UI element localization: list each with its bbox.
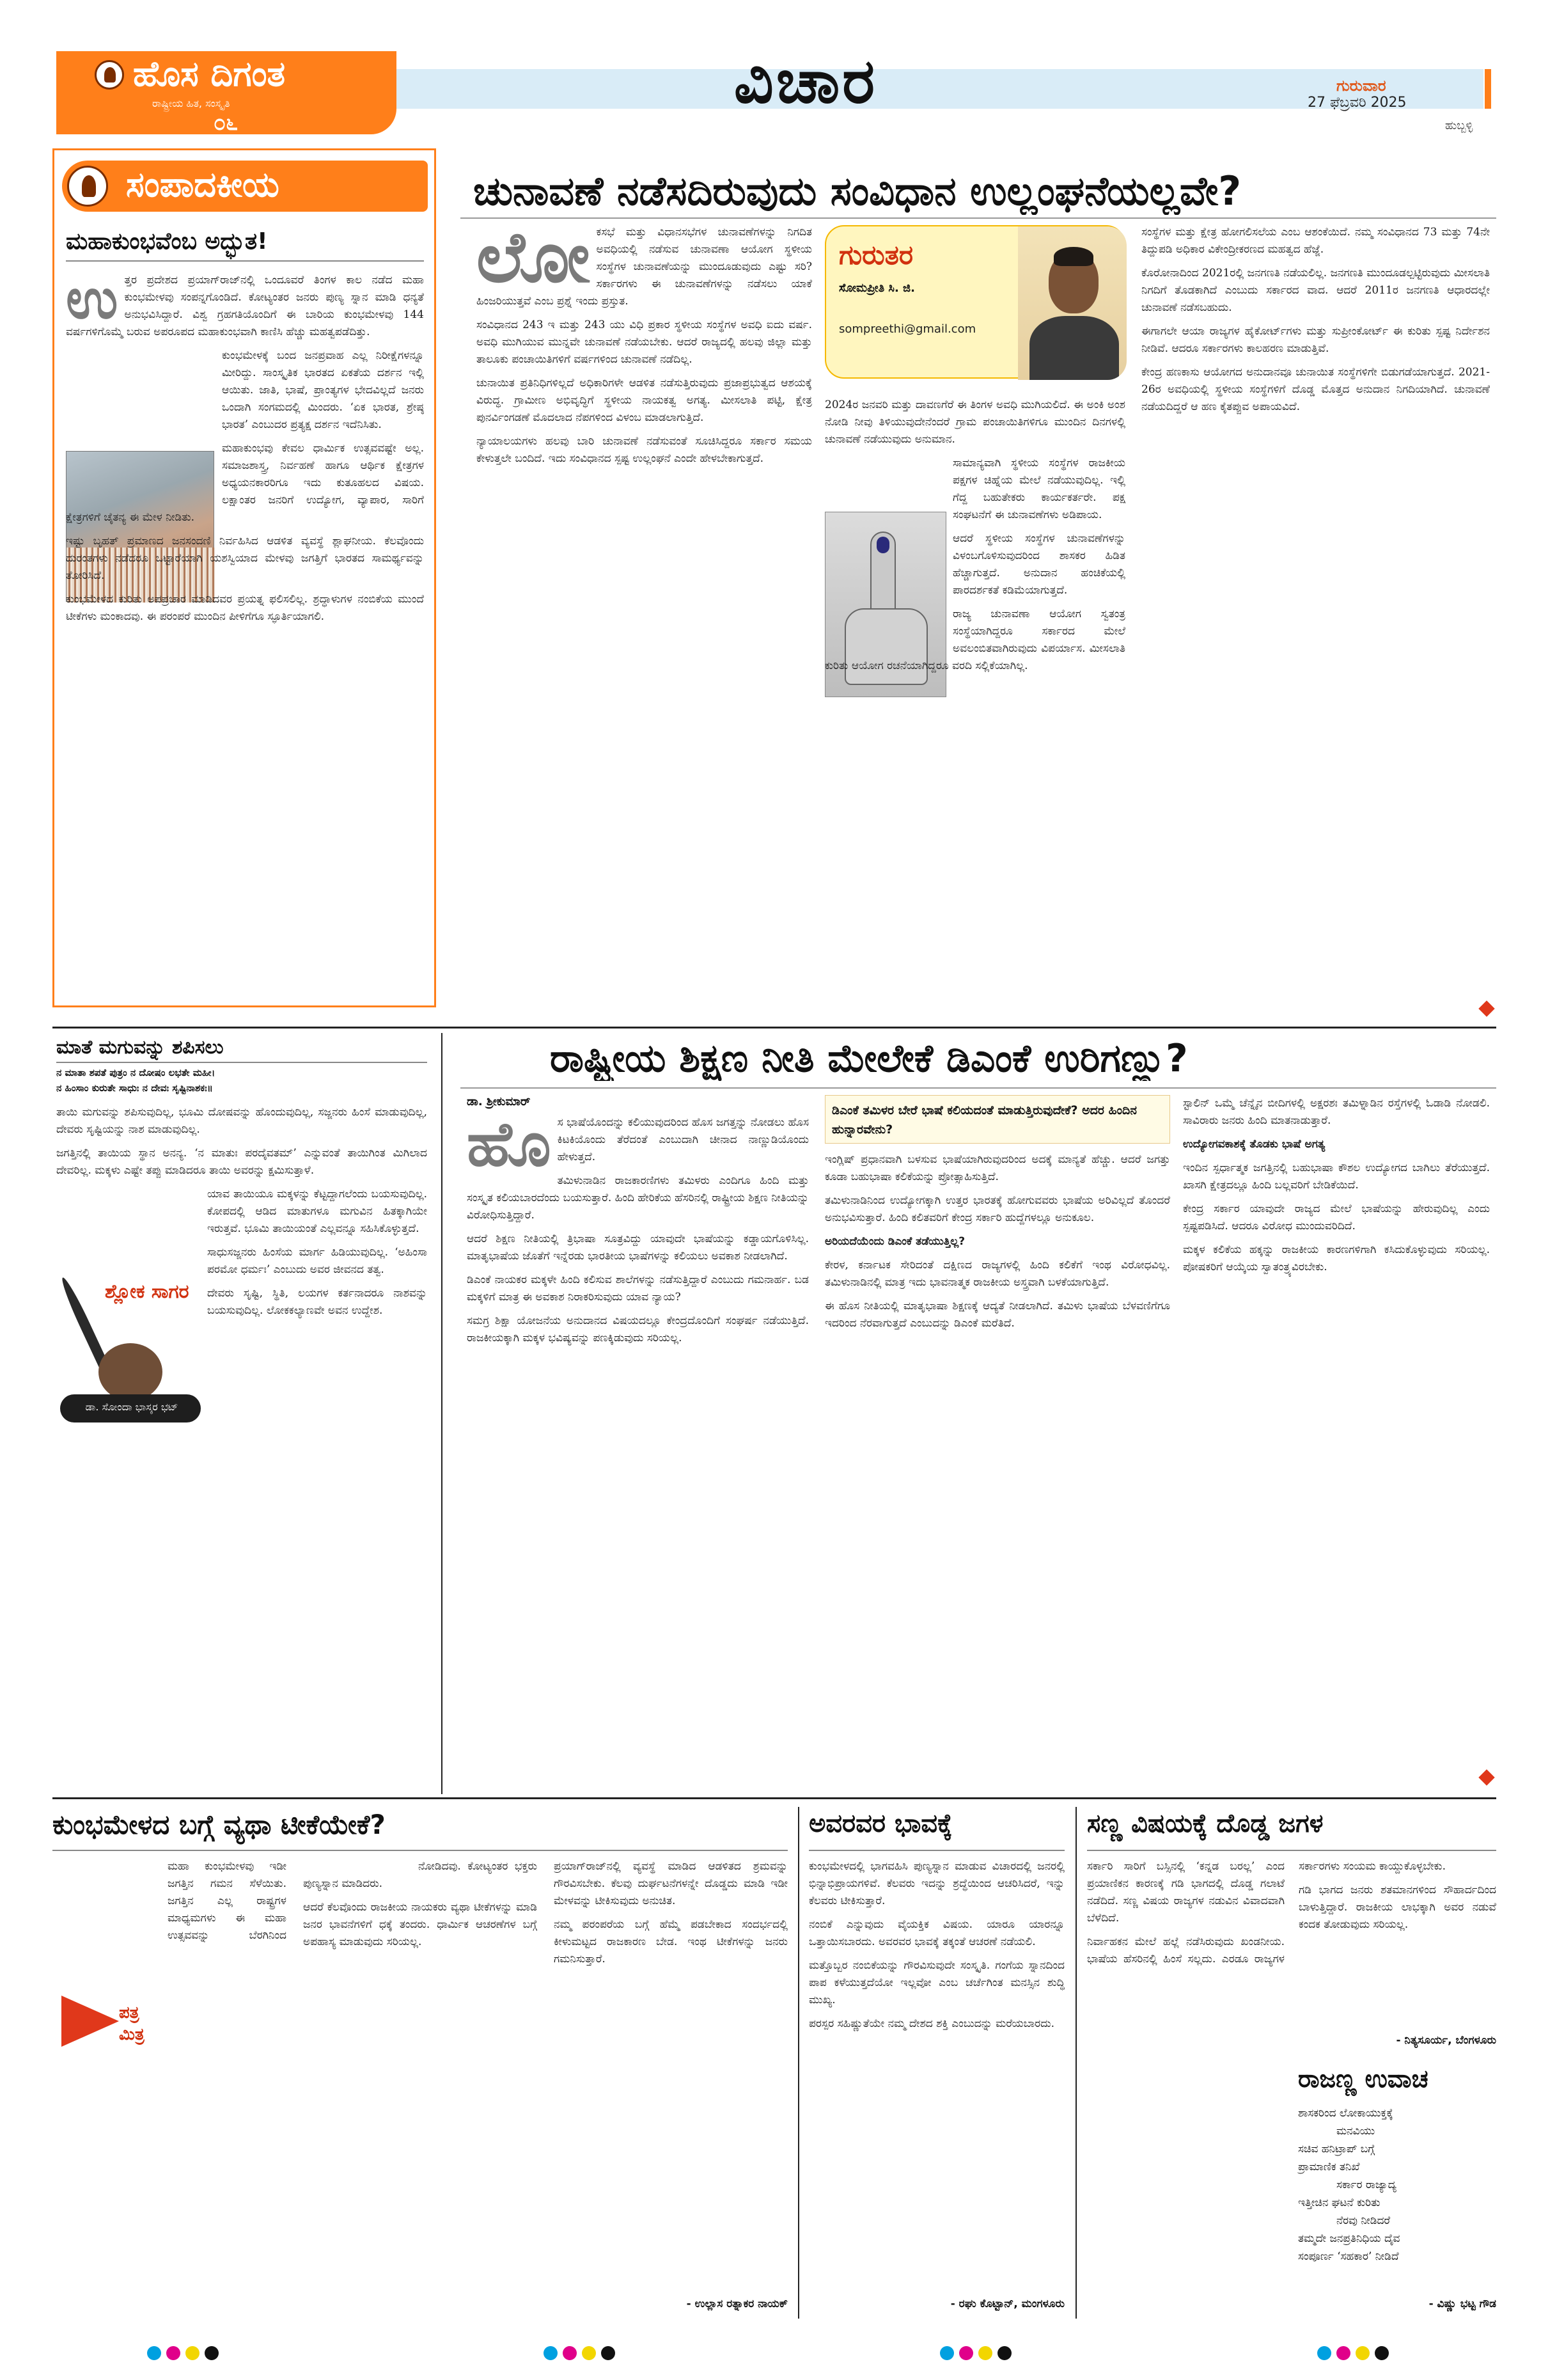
quote-line: ನ ಮಾತಾ ಶಪತೆ ಪುತ್ರಂ ನ ದೋಷಂ ಲಭತೇ ಮಹೀ।	[56, 1067, 215, 1078]
nep-headline: ರಾಷ್ಟ್ರೀಯ ಶಿಕ್ಷಣ ನೀತಿ ಮೇಲೇಕೆ ಡಿಎಂಕೆ ಉರಿಗಣ್ಣು?	[550, 1036, 1188, 1081]
raajanna-title: ರಾಜಣ್ಣ ಉವಾಚ	[1298, 2065, 1428, 2093]
logo-tagline: ರಾಷ್ಟ್ರೀಯ ಹಿತ, ಸಂಸ್ಕೃತಿ	[152, 97, 230, 109]
nep-para: ಸ ಭಾಷೆಯೊಂದನ್ನು ಕಲಿಯುವುದರಿಂದ ಹೊಸ ಜಗತ್ತನ್ನು ನೋಡಲು ಹೊಸ ಕಿಟಕಿಯೊಂದು ತೆರೆದಂತೆ ಎಂಬುದಾಗಿ ಚೀನಾದ ನಾಣ್ಣುಡಿಯೊಂದು ಹೇಳುತ್ತದೆ.	[557, 1116, 809, 1163]
nep-para: ಆದರೆ ಶಿಕ್ಷಣ ನೀತಿಯಲ್ಲಿ ತ್ರಿಭಾಷಾ ಸೂತ್ರವಿದ್ದು ಯಾವುದೇ ಭಾಷೆಯನ್ನು ಕಡ್ಡಾಯಗೊಳಿಸಿಲ್ಲ. ಮಾತೃಭಾಷೆಯ ಜೊತೆಗೆ ಇನ್ನೆರಡು ಭಾರತೀಯ ಭಾಷೆಗಳನ್ನು ಕಲಿಯಲು ಅವಕಾಶ ನೀಡಲಾಗಿದೆ.	[467, 1233, 809, 1263]
letters-divider	[1076, 1807, 1077, 2319]
lead-headline: ಚುನಾವಣೆ ನಡೆಸದಿರುವುದು ಸಂವಿಧಾನ ಉಲ್ಲಂಘನೆಯಲ್ಲವೇ?	[473, 168, 1242, 214]
registration-mark-icon	[601, 2346, 615, 2360]
nep-dropcap: ಹೊ	[467, 1114, 551, 1180]
editorial-banner	[62, 161, 428, 212]
date-city: ಹುಬ್ಬಳ್ಳಿ	[1445, 119, 1473, 132]
letter-title-rule	[809, 1850, 1065, 1851]
registration-mark-icon	[563, 2346, 577, 2360]
nep-para: ಸಮಗ್ರ ಶಿಕ್ಷಾ ಯೋಜನೆಯ ಅನುದಾನದ ವಿಷಯದಲ್ಲೂ ಕೇಂದ್ರದೊಂದಿಗೆ ಸಂಘರ್ಷ ನಡೆಯುತ್ತಿದೆ. ರಾಜಕೀಯಕ್ಕಾಗಿ ಮಕ್ಕಳ ಭವಿಷ್ಯವನ್ನು ಪಣಕ್ಕಿಡುವುದು ಸರಿಯಲ್ಲ.	[467, 1314, 809, 1344]
letter-signature: - ಉಲ್ಲಾಸ ರತ್ನಾಕರ ನಾಯಕ್	[686, 2297, 788, 2310]
registration-mark-icon	[978, 2346, 992, 2360]
nep-byline: ಡಾ. ಶ್ರೀಕುಮಾರ್	[467, 1095, 531, 1108]
badge-text: ಶ್ಲೋಕ ಸಾಗರ	[105, 1281, 189, 1303]
letter-para: ಮಹಾ ಕುಂಭಮೇಳವು ಇಡೀ ಜಗತ್ತಿನ ಗಮನ ಸೆಳೆಯಿತು. ಜಗತ್ತಿನ ಎಲ್ಲ ರಾಷ್ಟ್ರಗಳ ಮಾಧ್ಯಮಗಳು ಈ ಮಹಾ ಉತ್ಸವವನ್ನು ಬೆರಗಿನಿಂದ ನೋಡಿದವು. ಕೋಟ್ಯಂತರ ಭಕ್ತರು ಪುಣ್ಯಸ್ನಾನ ಮಾಡಿದರು.	[168, 1860, 537, 1942]
letter-title-rule	[52, 1850, 788, 1851]
nep-col1	[467, 1114, 809, 1786]
poem-line: ಸಂಪೂರ್ಣ ‘ಸಹಕಾರ’ ನೀಡಿದೆ	[1298, 2250, 1399, 2263]
nep-subhead-panel	[825, 1095, 1170, 1144]
lead-dropcap: ಲೋ	[476, 224, 590, 298]
lead-para: ಸಂವಿಧಾನದ 243 ಇ ಮತ್ತು 243 ಯು ವಿಧಿ ಪ್ರಕಾರ ಸ್ಥಳೀಯ ಸಂಸ್ಥೆಗಳ ಅವಧಿ ಐದು ವರ್ಷ. ಅವಧಿ ಮುಗಿಯುವ ಮುನ್ನವೇ ಚುನಾವಣೆ ನಡೆಯಬೇಕು. ಆದರೆ ರಾಜ್ಯದಲ್ಲಿ ಹಲವು ಜಿಲ್ಲಾ ಮತ್ತು ತಾಲೂಕು ಪಂಚಾಯಿತಿಗಳಿಗೆ ವರ್ಷಗಳಿಂದ ಚುನಾವಣೆ ನಡೆದಿಲ್ಲ.	[476, 319, 812, 366]
letter-title-rule	[1087, 1850, 1496, 1851]
nep-para: ಕೇಂದ್ರ ಸರ್ಕಾರ ಯಾವುದೇ ರಾಜ್ಯದ ಮೇಲೆ ಭಾಷೆಯನ್ನು ಹೇರುವುದಿಲ್ಲ ಎಂದು ಸ್ಪಷ್ಟಪಡಿಸಿದೆ. ಆದರೂ ವಿರೋಧ ಮುಂದುವರಿದಿದೆ.	[1183, 1202, 1490, 1233]
nep-para: ಡಿಎಂಕೆ ನಾಯಕರ ಮಕ್ಕಳೇ ಹಿಂದಿ ಕಲಿಸುವ ಶಾಲೆಗಳನ್ನು ನಡೆಸುತ್ತಿದ್ದಾರೆ ಎಂಬುದು ಗಮನಾರ್ಹ. ಬಡ ಮಕ್ಕಳಿಗೆ ಮಾತ್ರ ಈ ಅವಕಾಶ ನಿರಾಕರಿಸುವುದು ಯಾವ ನ್ಯಾಯ?	[467, 1273, 809, 1304]
column-left-title-rule	[56, 1062, 427, 1063]
lead-col3	[1141, 224, 1490, 1017]
registration-mark-icon	[185, 2346, 199, 2360]
letter-para: ಕುಂಭಮೇಳದಲ್ಲಿ ಭಾಗವಹಿಸಿ ಪುಣ್ಯಸ್ನಾನ ಮಾಡುವ ವಿಚಾರದಲ್ಲಿ ಜನರಲ್ಲಿ ಭಿನ್ನಾಭಿಪ್ರಾಯಗಳಿವೆ. ಕೆಲವರು ಇದನ್ನು ಶ್ರದ್ಧೆಯಿಂದ ಆಚರಿಸಿದರೆ, ಇನ್ನು ಕೆಲವರು ಟೀಕಿಸುತ್ತಾರೆ.	[809, 1860, 1065, 1907]
column-left-para: ಜಗತ್ತಿನಲ್ಲಿ ತಾಯಿಯ ಸ್ಥಾನ ಅನನ್ಯ. ‘ನ ಮಾತುಃ ಪರದೈವತಮ್’ ಎನ್ನುವಂತೆ ತಾಯಿಗಿಂತ ಮಿಗಿಲಾದ ದೇವರಿಲ್ಲ. ಮಕ್ಕಳು ಎಷ್ಟೇ ತಪ್ಪು ಮಾಡಿದರೂ ತಾಯಿ ಅವರನ್ನು ಕ್ಷಮಿಸುತ್ತಾಳೆ.	[56, 1147, 427, 1177]
lead-para: ಸಂಸ್ಥೆಗಳ ಮತ್ತು ಕ್ಷೇತ್ರ ಹೋಗಲಿಸಲೆಯ ಎಂಬ ಆಶಂಕೆಯಿದೆ. ನಮ್ಮ ಸಂವಿಧಾನದ 73 ಮತ್ತು 74ನೇ ತಿದ್ದುಪಡಿ ಅಧಿಕಾರ ವಿಕೇಂದ್ರೀಕರಣದ ಮಹತ್ವದ ಹೆಜ್ಜೆ.	[1141, 226, 1490, 256]
column-left-para: ಸಾಧುಸಜ್ಜನರು ಹಿಂಸೆಯ ಮಾರ್ಗ ಹಿಡಿಯುವುದಿಲ್ಲ. ‘ಅಹಿಂಸಾ ಪರಮೋ ಧರ್ಮಃ’ ಎಂಬುದು ಅವರ ಜೀವನದ ತತ್ವ.	[207, 1246, 427, 1276]
editorial-title: ಮಹಾಕುಂಭವೆಂಬ ಅದ್ಭುತ!	[66, 228, 268, 255]
lead-para: ಕಸಭೆ ಮತ್ತು ವಿಧಾನಸಭೆಗಳ ಚುನಾವಣೆಗಳನ್ನು ನಿಗದಿತ ಅವಧಿಯಲ್ಲಿ ನಡೆಸುವ ಚುನಾವಣಾ ಆಯೋಗ ಸ್ಥಳೀಯ ಸಂಸ್ಥೆಗಳ ಚುನಾವಣೆಯನ್ನು ಮುಂದೂಡುವುದು ಎಷ್ಟು ಸರಿ? ಸರ್ಕಾರಗಳು ಈ ಚುನಾವಣೆಗಳನ್ನು ನಡೆಸಲು ಯಾಕೆ ಹಿಂಜರಿಯುತ್ತವೆ ಎಂಬ ಪ್ರಶ್ನೆ ಇಂದು ಪ್ರಸ್ತುತ.	[476, 226, 812, 308]
lead-para: ರಾಜ್ಯ ಚುನಾವಣಾ ಆಯೋಗ ಸ್ವತಂತ್ರ ಸಂಸ್ಥೆಯಾಗಿದ್ದರೂ ಸರ್ಕಾರದ ಮೇಲೆ ಅವಲಂಬಿತವಾಗಿರುವುದು ವಿಪರ್ಯಾಸ. ಮೀಸಲಾತಿ ಕುರಿತು ಆಯೋಗ ರಚನೆಯಾಗಿದ್ದರೂ ವರದಿ ಸಲ್ಲಿಕೆಯಾಗಿಲ್ಲ.	[825, 608, 1125, 672]
registration-mark-icon	[147, 2346, 161, 2360]
author-box	[825, 225, 1125, 379]
nep-para: ತಮಿಳುನಾಡಿನಿಂದ ಉದ್ಯೋಗಕ್ಕಾಗಿ ಉತ್ತರ ಭಾರತಕ್ಕೆ ಹೋಗುವವರು ಭಾಷೆಯ ಅರಿವಿಲ್ಲದೆ ತೊಂದರೆ ಅನುಭವಿಸುತ್ತಾರೆ. ಹಿಂದಿ ಕಲಿತವರಿಗೆ ಕೇಂದ್ರ ಸರ್ಕಾರಿ ಹುದ್ದೆಗಳಲ್ಲೂ ಅನುಕೂಲ.	[825, 1194, 1170, 1224]
letter-para: ಆದರೆ ಕೆಲವೊಂದು ರಾಜಕೀಯ ನಾಯಕರು ವ್ಯಥಾ ಟೀಕೆಗಳನ್ನು ಮಾಡಿ ಜನರ ಭಾವನೆಗಳಿಗೆ ಧಕ್ಕೆ ತಂದರು. ಧಾರ್ಮಿಕ ಆಚರಣೆಗಳ ಬಗ್ಗೆ ಅಪಹಾಸ್ಯ ಮಾಡುವುದು ಸರಿಯಲ್ಲ.	[303, 1901, 537, 1948]
registration-mark-icon	[582, 2346, 596, 2360]
registration-mark-icon	[959, 2346, 973, 2360]
registration-mark-icon	[997, 2346, 1012, 2360]
column-divider	[441, 1033, 442, 1794]
editorial-para: ತ್ತರ ಪ್ರದೇಶದ ಪ್ರಯಾಗ್‌ರಾಜ್‌ನಲ್ಲಿ ಒಂದೂವರೆ ತಿಂಗಳ ಕಾಲ ನಡೆದ ಮಹಾ ಕುಂಭಮೇಳವು ಸಂಪನ್ನಗೊಂಡಿದೆ. ಕೋಟ್ಯಂತರ ಜನರು ಪುಣ್ಯ ಸ್ನಾನ ಮಾಡಿ ಧನ್ಯತೆ ಅನುಭವಿಸಿದ್ದಾರೆ. ವಿಶ್ವ ಗ್ರಹಗತಿಯೊಂದಿಗೆ ಈ ಬಾರಿಯ ಕುಂಭಮೇಳವು 144 ವರ್ಷಗಳಿಗೊಮ್ಮೆ ಬರುವ ಅಪರೂಪದ ಮಹಾಕುಂಭವಾಗಿ ಕಾಣಿಸಿ ಹೆಚ್ಚು ಮಹತ್ವಪಡೆದಿತ್ತು.	[66, 274, 424, 338]
lead-col2	[825, 397, 1125, 1017]
registration-mark-icon	[940, 2346, 954, 2360]
editorial-emblem-icon	[67, 166, 108, 207]
registration-mark-icon	[544, 2346, 558, 2360]
letter-para: ನಿರ್ವಾಹಕನ ಮೇಲೆ ಹಲ್ಲೆ ನಡೆಸಿರುವುದು ಖಂಡನೀಯ. ಭಾಷೆಯ ಹೆಸರಿನಲ್ಲಿ ಹಿಂಸೆ ಸಲ್ಲದು. ಎರಡೂ ರಾಜ್ಯಗಳ ಸರ್ಕಾರಗಳು ಸಂಯಮ ಕಾಯ್ದುಕೊಳ್ಳಬೇಕು.	[1087, 1860, 1446, 1966]
nep-para: ಕೇರಳ, ಕರ್ನಾಟಕ ಸೇರಿದಂತೆ ದಕ್ಷಿಣದ ರಾಜ್ಯಗಳಲ್ಲಿ ಹಿಂದಿ ಕಲಿಕೆಗೆ ಇಂಥ ವಿರೋಧವಿಲ್ಲ. ತಮಿಳುನಾಡಿನಲ್ಲಿ ಮಾತ್ರ ಇದು ಭಾವನಾತ್ಮಕ ರಾಜಕೀಯ ಅಸ್ತ್ರವಾಗಿ ಬಳಕೆಯಾಗುತ್ತಿದೆ.	[825, 1259, 1170, 1289]
registration-mark-icon	[1375, 2346, 1389, 2360]
author-photo	[1018, 226, 1127, 380]
letter-body	[809, 1858, 1065, 2293]
columnist-name: ಡಾ. ಸೋಂದಾ ಭಾಸ್ಕರ ಭಟ್	[85, 1401, 178, 1413]
poem-line: ಮನವಿಯು	[1336, 2125, 1375, 2138]
letter-para: ನಮ್ಮ ಪರಂಪರೆಯ ಬಗ್ಗೆ ಹೆಮ್ಮೆ ಪಡಬೇಕಾದ ಸಂದರ್ಭದಲ್ಲಿ ಕೀಳುಮಟ್ಟದ ರಾಜಕಾರಣ ಬೇಡ. ಇಂಥ ಟೀಕೆಗಳನ್ನು ಜನರು ಗಮನಿಸುತ್ತಾರೆ.	[554, 1918, 788, 1966]
editorial-box	[52, 148, 436, 1007]
letter-title: ಕುಂಭಮೇಳದ ಬಗ್ಗೆ ವ್ಯಥಾ ಟೀಕೆಯೇಕೆ?	[52, 1809, 386, 1840]
registration-mark-icon	[205, 2346, 219, 2360]
lead-para: ಕೊರೋನಾದಿಂದ 2021ರಲ್ಲಿ ಜನಗಣತಿ ನಡೆಯಲಿಲ್ಲ. ಜನಗಣತಿ ಮುಂದೂಡಲ್ಪಟ್ಟಿರುವುದು ಮೀಸಲಾತಿ ನಿಗದಿಗೆ ತೊಡಕಾಗಿದೆ ಎಂಬುದು ಸರ್ಕಾರದ ವಾದ. ಆದರೆ 2011ರ ಜನಗಣತಿ ಆಧಾರದಲ್ಲೇ ಚುನಾವಣೆ ನಡೆಸಬಹುದು.	[1141, 267, 1490, 314]
logo-text: ಹೊಸ ದಿಗಂತ	[133, 54, 286, 94]
letter-para: ಗಡಿ ಭಾಗದ ಜನರು ಶತಮಾನಗಳಿಂದ ಸೌಹಾರ್ದದಿಂದ ಬಾಳುತ್ತಿದ್ದಾರೆ. ರಾಜಕೀಯ ಲಾಭಕ್ಕಾಗಿ ಅವರ ನಡುವೆ ಕಂದಕ ತೋಡುವುದು ಸರಿಯಲ್ಲ.	[1299, 1884, 1496, 1931]
editorial-dropcap: ಉ	[66, 272, 118, 331]
letter-body	[1087, 1858, 1496, 2050]
nep-para: ಮಕ್ಕಳ ಕಲಿಕೆಯ ಹಕ್ಕನ್ನು ರಾಜಕೀಯ ಕಾರಣಗಳಿಗಾಗಿ ಕಸಿದುಕೊಳ್ಳುವುದು ಸರಿಯಲ್ಲ. ಪೋಷಕರಿಗೆ ಆಯ್ಕೆಯ ಸ್ವಾತಂತ್ರ್ಯವಿರಬೇಕು.	[1183, 1243, 1490, 1273]
letter-para: ಪರಸ್ಪರ ಸಹಿಷ್ಣುತೆಯೇ ನಮ್ಮ ದೇಶದ ಶಕ್ತಿ ಎಂಬುದನ್ನು ಮರೆಯಬಾರದು.	[809, 2017, 1055, 2030]
poem-line: ಸಚಿವ ಹನಿಟ್ರಾಪ್ ಬಗ್ಗೆ	[1298, 2143, 1375, 2155]
letter-para: ನಂಬಿಕೆ ಎನ್ನುವುದು ವೈಯಕ್ತಿಕ ವಿಷಯ. ಯಾರೂ ಯಾರನ್ನೂ ಒತ್ತಾಯಿಸಬಾರದು. ಅವರವರ ಭಾವಕ್ಕೆ ತಕ್ಕಂತೆ ಆಚರಣೆ ನಡೆಯಲಿ.	[809, 1918, 1065, 1948]
column-title: ಗುರುತರ	[839, 239, 914, 271]
editorial-para: ಇಷ್ಟು ಬೃಹತ್ ಪ್ರಮಾಣದ ಜನಸಂದಣಿ ನಿರ್ವಹಿಸಿದ ಆಡಳಿತ ವ್ಯವಸ್ಥೆ ಶ್ಲಾಘನೀಯ. ಕೆಲವೊಂದು ದುರಂತಗಳು ನಡೆದರೂ ಒಟ್ಟಾರೆಯಾಗಿ ಯಶಸ್ವಿಯಾದ ಮೇಳವು ಜಗತ್ತಿಗೆ ಭಾರತದ ಸಾಮರ್ಥ್ಯವನ್ನು ತೋರಿಸಿದೆ.	[66, 535, 424, 582]
nep-subhead: ಉದ್ಯೋಗವಕಾಶಕ್ಕೆ ತೊಡಕು ಭಾಷೆ ಅಗತ್ಯ	[1183, 1138, 1326, 1151]
masthead-logo	[56, 51, 396, 134]
date-full: 27 ಫೆಬ್ರವರಿ 2025	[1308, 95, 1407, 111]
registration-mark-icon	[1336, 2346, 1350, 2360]
nep-subhead: ಅರಿಯದೆಯೆಂದು ಡಿಎಂಕೆ ತಡೆಯುತ್ತಿಲ್ಲ?	[825, 1235, 966, 1248]
poem-line: ಇತ್ತೀಚಿನ ಘಟನೆ ಕುರಿತು	[1298, 2196, 1381, 2209]
editorial-title-rule	[66, 260, 424, 262]
badge-text: ಪತ್ರ ಮಿತ್ರ	[119, 2003, 145, 2044]
lead-col1	[476, 224, 812, 1017]
column-left-title: ಮಾತೆ ಮಗುವನ್ನು ಶಪಿಸಲು	[56, 1036, 224, 1059]
section-title: ವಿಚಾರ	[733, 45, 878, 117]
lead-para: 2024ರ ಜನವರಿ ಮತ್ತು ದಾವಣಗೆರೆ ಈ ತಿಂಗಳ ಅವಧಿ ಮುಗಿಯಲಿದೆ. ಈ ಅಂಕಿ ಅಂಶ ನೋಡಿ ನೀವು ತಿಳಿಯುವುದೇನೆಂದರೆ ಗ್ರಾಮ ಪಂಚಾಯಿತಿಗಳಿಗೂ ಮುಂದಿನ ದಿನಗಳಲ್ಲಿ ಚುನಾವಣೆ ನಡೆಯುವುದು ಅನುಮಾನ.	[825, 398, 1125, 446]
column-left-body	[56, 1104, 427, 1769]
letter-title: ಸಣ್ಣ ವಿಷಯಕ್ಕೆ ದೊಡ್ಡ ಜಗಳ	[1087, 1809, 1324, 1838]
column-left-para: ದೇವರು ಸೃಷ್ಟಿ, ಸ್ಥಿತಿ, ಲಯಗಳ ಕರ್ತನಾದರೂ ನಾಶವನ್ನು ಬಯಸುವುದಿಲ್ಲ. ಲೋಕಕಲ್ಯಾಣವೇ ಅವನ ಉದ್ದೇಶ.	[207, 1287, 427, 1317]
letter-title: ಅವರವರ ಭಾವಕ್ಕೆ	[809, 1809, 953, 1838]
registration-marks	[0, 2341, 1541, 2367]
letter-body	[52, 1858, 788, 2293]
raajanna-poem	[1298, 2104, 1496, 2266]
poem-line: ಪ್ರಾಮಾಣಿಕ ತನಿಖೆ	[1298, 2161, 1360, 2173]
registration-mark-icon	[1356, 2346, 1370, 2360]
editorial-para: ಮಹಾಕುಂಭವು ಕೇವಲ ಧಾರ್ಮಿಕ ಉತ್ಸವವಷ್ಟೇ ಅಲ್ಲ. ಸಮಾಜಶಾಸ್ತ್ರ, ನಿರ್ವಹಣೆ ಹಾಗೂ ಆರ್ಥಿಕ ಕ್ಷೇತ್ರಗಳ ಅಧ್ಯಯನಕಾರರಿಗೂ ಇದು ಕುತೂಹಲದ ವಿಷಯ. ಲಕ್ಷಾಂತರ ಜನರಿಗೆ ಉದ್ಯೋಗ, ವ್ಯಾಪಾರ, ಸಾರಿಗೆ ಕ್ಷೇತ್ರಗಳಿಗೆ ಚೈತನ್ಯ ಈ ಮೇಳ ನೀಡಿತು.	[66, 442, 424, 524]
editorial-banner-text: ಸಂಪಾದಕೀಯ	[126, 164, 279, 205]
nep-para: ಸ್ಟಾಲಿನ್ ಒಮ್ಮೆ ಚೆನ್ನೈನ ಬೀದಿಗಳಲ್ಲಿ ಅಕ್ಷರಶಃ ತಮಿಳ್ನಾಡಿನ ರಸ್ತೆಗಳಲ್ಲಿ ಓಡಾಡಿ ನೋಡಲಿ. ಸಾವಿರಾರು ಜನರು ಹಿಂದಿ ಮಾತನಾಡುತ್ತಾರೆ.	[1183, 1097, 1490, 1127]
editorial-para: ಕುಂಭಮೇಳದ ಕುರಿತು ಅಪಪ್ರಚಾರ ಮಾಡಿದವರ ಪ್ರಯತ್ನ ಫಲಿಸಲಿಲ್ಲ. ಶ್ರದ್ಧಾಳುಗಳ ನಂಬಿಕೆಯ ಮುಂದೆ ಟೀಕೆಗಳು ಮಂಕಾದವು. ಈ ಪರಂಪರೆ ಮುಂದಿನ ಪೀಳಿಗೆಗೂ ಸ್ಫೂರ್ತಿಯಾಗಲಿ.	[66, 593, 424, 623]
lead-para: ಚುನಾಯಿತ ಪ್ರತಿನಿಧಿಗಳಿಲ್ಲದೆ ಅಧಿಕಾರಿಗಳೇ ಆಡಳಿತ ನಡೆಸುತ್ತಿರುವುದು ಪ್ರಜಾಪ್ರಭುತ್ವದ ಆಶಯಕ್ಕೆ ವಿರುದ್ಧ. ಗ್ರಾಮೀಣ ಅಭಿವೃದ್ಧಿಗೆ ಸ್ಥಳೀಯ ನಾಯಕತ್ವ ಅಗತ್ಯ. ಮೀಸಲಾತಿ ಪಟ್ಟಿ, ಕ್ಷೇತ್ರ ಪುನರ್ವಿಂಗಡಣೆ ಮೊದಲಾದ ನೆಪಗಳಿಂದ ವಿಳಂಬ ಮಾಡಲಾಗುತ್ತಿದೆ.	[476, 377, 812, 424]
nep-para: ಇಂದಿನ ಸ್ಪರ್ಧಾತ್ಮಕ ಜಗತ್ತಿನಲ್ಲಿ ಬಹುಭಾಷಾ ಕೌಶಲ ಉದ್ಯೋಗದ ಬಾಗಿಲು ತೆರೆಯುತ್ತದೆ. ಖಾಸಗಿ ಕ್ಷೇತ್ರದಲ್ಲೂ ಹಿಂದಿ ಬಲ್ಲವರಿಗೆ ಬೇಡಿಕೆಯಿದೆ.	[1183, 1162, 1490, 1192]
poem-line: ತಮ್ಮದೇ ಜನಪ್ರತಿನಿಧಿಯ ದೈವ	[1298, 2232, 1400, 2245]
section-rule-1	[52, 1027, 1496, 1028]
lead-para: ಕೇಂದ್ರ ಹಣಕಾಸು ಆಯೋಗದ ಅನುದಾನವೂ ಚುನಾಯಿತ ಸಂಸ್ಥೆಗಳಿಗೇ ಬಿಡುಗಡೆಯಾಗುತ್ತದೆ. 2021-26ರ ಅವಧಿಯಲ್ಲಿ ಸ್ಥಳೀಯ ಸಂಸ್ಥೆಗಳಿಗೆ ದೊಡ್ಡ ಮೊತ್ತದ ಅನುದಾನ ನಿಗದಿಯಾಗಿದೆ. ಚುನಾವಣೆ ನಡೆಯದಿದ್ದರೆ ಆ ಹಣ ಕೈತಪ್ಪುವ ಅಪಾಯವಿದೆ.	[1141, 366, 1490, 413]
nep-headline-rule	[460, 1087, 1496, 1089]
raajanna-signature: - ವಿಷ್ಣು ಭಟ್ಟ ಗೌಡ	[1428, 2297, 1496, 2310]
lead-para: ಆದರೆ ಸ್ಥಳೀಯ ಸಂಸ್ಥೆಗಳ ಚುನಾವಣೆಗಳನ್ನು ವಿಳಂಬಗೊಳಿಸುವುದರಿಂದ ಶಾಸಕರ ಹಿಡಿತ ಹೆಚ್ಚಾಗುತ್ತದೆ. ಅನುದಾನ ಹಂಚಿಕೆಯಲ್ಲಿ ಪಾರದರ್ಶಕತೆ ಕಡಿಮೆಯಾಗುತ್ತದೆ.	[953, 532, 1125, 597]
letter-para: ಮತ್ತೊಬ್ಬರ ನಂಬಿಕೆಯನ್ನು ಗೌರವಿಸುವುದೇ ಸಂಸ್ಕೃತಿ. ಗಂಗೆಯ ಸ್ನಾನದಿಂದ ಪಾಪ ಕಳೆಯುತ್ತದೆಯೋ ಇಲ್ಲವೋ ಎಂಬ ಚರ್ಚೆಗಿಂತ ಮನಸ್ಸಿನ ಶುದ್ಧಿ ಮುಖ್ಯ.	[809, 1959, 1065, 2006]
logo-emblem-icon	[95, 60, 124, 90]
registration-mark-icon	[1317, 2346, 1331, 2360]
registration-mark-icon	[166, 2346, 180, 2360]
poem-line: ಸರ್ಕಾರ ರಾಜ್ಯಾದ್ಯ	[1336, 2179, 1396, 2191]
page-number: ೦೬	[214, 110, 239, 136]
editorial-para: ಕುಂಭಮೇಳಕ್ಕೆ ಬಂದ ಜನಪ್ರವಾಹ ಎಲ್ಲ ನಿರೀಕ್ಷೆಗಳನ್ನೂ ಮೀರಿದ್ದು. ಸಾಂಸ್ಕೃತಿಕ ಭಾರತದ ಏಕತೆಯ ದರ್ಶನ ಇಲ್ಲಿ ಆಯಿತು. ಜಾತಿ, ಭಾಷೆ, ಪ್ರಾಂತ್ಯಗಳ ಭೇದವಿಲ್ಲದೆ ಜನರು ಒಂದಾಗಿ ಸಂಗಮದಲ್ಲಿ ಮಿಂದರು. ‘ಏಕ ಭಾರತ, ಶ್ರೇಷ್ಠ ಭಾರತ’ ಎಂಬುದರ ಪ್ರತ್ಯಕ್ಷ ದರ್ಶನ ಇದೆನಿಸಿತು.	[222, 349, 424, 431]
letter-para: ಪ್ರಯಾಗ್‌ರಾಜ್‌ನಲ್ಲಿ ವ್ಯವಸ್ಥೆ ಮಾಡಿದ ಆಡಳಿತದ ಶ್ರಮವನ್ನು ಗೌರವಿಸಬೇಕು. ಕೆಲವು ದುರ್ಘಟನೆಗಳನ್ನೇ ದೊಡ್ಡದು ಮಾಡಿ ಇಡೀ ಮೇಳವನ್ನು ಟೀಕಿಸುವುದು ಅನುಚಿತ.	[554, 1860, 788, 1907]
nep-subhead: ಡಿಎಂಕೆ ತಮಿಳರ ಬೇರೆ ಭಾಷೆ ಕಲಿಯದಂತೆ ಮಾಡುತ್ತಿರುವುದೇಕೆ? ಅದರ ಹಿಂದಿನ ಹುನ್ನಾರವೇನು?	[832, 1103, 1137, 1137]
nep-col2	[825, 1151, 1170, 1785]
masthead-accent-bar	[1485, 69, 1491, 109]
poem-line: ನೆರವು ನೀಡಿದರೆ	[1336, 2214, 1391, 2227]
poem-line: ಶಾಸಕರಿಂದ ಲೋಕಾಯುಕ್ತಕ್ಕೆ	[1298, 2107, 1393, 2120]
lead-para: ಈಗಾಗಲೇ ಆಯಾ ರಾಜ್ಯಗಳ ಹೈಕೋರ್ಟ್‌ಗಳು ಮತ್ತು ಸುಪ್ರೀಂಕೋರ್ಟ್ ಈ ಕುರಿತು ಸ್ಪಷ್ಟ ನಿರ್ದೇಶನ ನೀಡಿವೆ. ಆದರೂ ಸರ್ಕಾರಗಳು ಕಾಲಹರಣ ಮಾಡುತ್ತಿವೆ.	[1141, 325, 1490, 355]
column-left-para: ತಾಯಿ ಮಗುವನ್ನು ಶಪಿಸುವುದಿಲ್ಲ, ಭೂಮಿ ದೋಷವನ್ನು ಹೊಂದುವುದಿಲ್ಲ, ಸಜ್ಜನರು ಹಿಂಸೆ ಮಾಡುವುದಿಲ್ಲ, ದೇವರು ಸೃಷ್ಟಿಯನ್ನು ನಾಶ ಮಾಡುವುದಿಲ್ಲ.	[56, 1106, 427, 1136]
nep-para: ಇಂಗ್ಲಿಷ್ ಪ್ರಧಾನವಾಗಿ ಬಳಸುವ ಭಾಷೆಯಾಗಿರುವುದರಿಂದ ಅದಕ್ಕೆ ಮಾನ್ಯತೆ ಹೆಚ್ಚು. ಆದರೆ ಜಗತ್ತು ಕೂಡಾ ಬಹುಭಾಷಾ ಕಲಿಕೆಯನ್ನು ಪ್ರೋತ್ಸಾಹಿಸುತ್ತಿದೆ.	[825, 1153, 1170, 1183]
letter-signature: - ರಘು ಕೊಟ್ಟಾನ್, ಮಂಗಳೂರು	[950, 2297, 1065, 2310]
nep-para: ಈ ಹೊಸ ನೀತಿಯಲ್ಲಿ ಮಾತೃಭಾಷಾ ಶಿಕ್ಷಣಕ್ಕೆ ಆದ್ಯತೆ ನೀಡಲಾಗಿದೆ. ತಮಿಳು ಭಾಷೆಯ ಬೆಳವಣಿಗೆಗೂ ಇದರಿಂದ ನೆರವಾಗುತ್ತದೆ ಎಂಬುದನ್ನು ಡಿಎಂಕೆ ಮರೆತಿದೆ.	[825, 1300, 1170, 1330]
column-left-para: ಯಾವ ತಾಯಿಯೂ ಮಕ್ಕಳನ್ನು ಕೆಟ್ಟದ್ದಾಗಲೆಂದು ಬಯಸುವುದಿಲ್ಲ. ಕೋಪದಲ್ಲಿ ಆಡಿದ ಮಾತುಗಳೂ ಮಗುವಿನ ಹಿತಕ್ಕಾಗಿಯೇ ಇರುತ್ತವೆ. ಭೂಮಿ ತಾಯಿಯಂತೆ ಎಲ್ಲವನ್ನೂ ಸಹಿಸಿಕೊಳ್ಳುತ್ತದೆ.	[207, 1188, 427, 1235]
editorial-body	[66, 272, 424, 995]
section-rule-2	[52, 1797, 1496, 1799]
lead-para: ಸಾಮಾನ್ಯವಾಗಿ ಸ್ಥಳೀಯ ಸಂಸ್ಥೆಗಳ ರಾಜಕೀಯ ಪಕ್ಷಗಳ ಚಿಹ್ನೆಯ ಮೇಲೆ ನಡೆಯುವುದಿಲ್ಲ. ಇಲ್ಲಿ ಗೆದ್ದ ಬಹುತೇಕರು ಕಾರ್ಯಕರ್ತರೇ. ಪಕ್ಷ ಸಂಘಟನೆಗೆ ಈ ಚುನಾವಣೆಗಳು ಅಡಿಪಾಯ.	[953, 457, 1125, 521]
nep-para: ತಮಿಳುನಾಡಿನ ರಾಜಕಾರಣಿಗಳು ತಮಿಳರು ಎಂದಿಗೂ ಹಿಂದಿ ಮತ್ತು ಸಂಸ್ಕೃತ ಕಲಿಯಬಾರದೆಂದು ಬಯಸುತ್ತಾರೆ. ಹಿಂದಿ ಹೇರಿಕೆಯ ಹೆಸರಿನಲ್ಲಿ ರಾಷ್ಟ್ರೀಯ ಶಿಕ್ಷಣ ನೀತಿಯನ್ನು ವಿರೋಧಿಸುತ್ತಿದ್ದಾರೆ.	[467, 1174, 809, 1222]
nep-col3	[1183, 1095, 1490, 1786]
author-email: sompreethi@gmail.com	[839, 322, 976, 336]
author-name: ಸೋಮಪ್ರೀತಿ ಸಿ. ಜಿ.	[839, 281, 915, 295]
lead-headline-rule	[460, 217, 1496, 219]
lead-para: ನ್ಯಾಯಾಲಯಗಳು ಹಲವು ಬಾರಿ ಚುನಾವಣೆ ನಡೆಸುವಂತೆ ಸೂಚಿಸಿದ್ದರೂ ಸರ್ಕಾರ ಸಮಯ ಕೇಳುತ್ತಲೇ ಬಂದಿದೆ. ಇದು ಸಂವಿಧಾನದ ಸ್ಪಷ್ಟ ಉಲ್ಲಂಘನೆ ಎಂದೇ ಹೇಳಬೇಕಾಗುತ್ತದೆ.	[476, 435, 812, 465]
date-day: ಗುರುವಾರ	[1336, 77, 1386, 95]
letter-para: ಸರ್ಕಾರಿ ಸಾರಿಗೆ ಬಸ್ಸಿನಲ್ಲಿ ‘ಕನ್ನಡ ಬರಲ್ಲ’ ಎಂದ ಪ್ರಯಾಣಿಕನ ಕಾರಣಕ್ಕೆ ಗಡಿ ಭಾಗದಲ್ಲಿ ದೊಡ್ಡ ಗಲಾಟೆ ನಡೆದಿದೆ. ಸಣ್ಣ ವಿಷಯ ರಾಜ್ಯಗಳ ನಡುವಿನ ವಿವಾದವಾಗಿ ಬೆಳೆದಿದೆ.	[1087, 1860, 1285, 1925]
letter-signature: - ನಿತ್ಯಸೂರ್ಯ, ಬೆಂಗಳೂರು	[1396, 2034, 1496, 2047]
quote-line: ನ ಹಿಂಸಾಂ ಕುರುತೇ ಸಾಧುಃ ನ ದೇವಃ ಸೃಷ್ಟಿನಾಶಕಃ॥	[56, 1082, 213, 1094]
letters-divider	[798, 1807, 799, 2319]
